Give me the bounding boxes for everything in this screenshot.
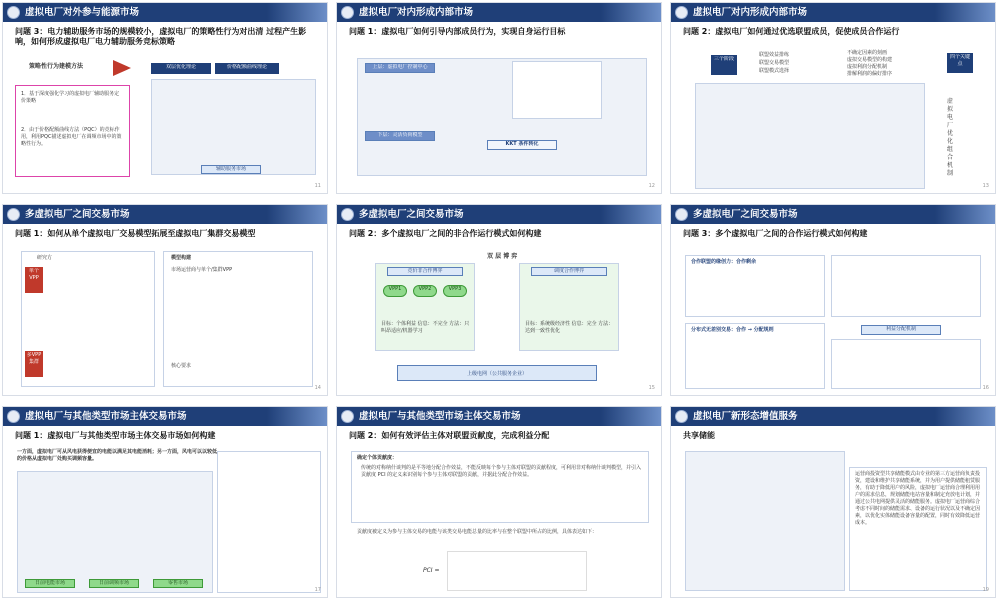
slide-header	[3, 407, 327, 426]
slide-7[interactable]	[2, 406, 328, 598]
university-logo-icon	[341, 410, 354, 423]
slide-9[interactable]	[670, 406, 996, 598]
slide-8[interactable]	[336, 406, 662, 598]
page-number: 19	[982, 587, 989, 593]
header-stripe	[267, 205, 327, 224]
model-label: 模型构建	[171, 255, 192, 261]
stage-1: 联盟效益排练	[759, 52, 790, 58]
page-number: 15	[648, 385, 655, 391]
contribution-paragraph: 传统的对称纳什谈判的是平等地分配合作效益，不能反映每个参与主体对联盟的贡献程度，可利用非对称纳什谈判模型，并引入贡献度 PCI 的定义来识别每个参与主体对联盟的贡献，并据此分配合作效益。	[361, 465, 642, 478]
storage-paragraph: 运营商投资型共享储能模式由专业的第三方运营商负责投资，建设和维护共享储能系统，并为用户提供储能租赁服务，有助于降低用户的风险，虚拟电厂运营商合理利用用户的需求信息，规划储能电站容量和制定充放电计划，并通过公共电网提供灵活的储能服务。虚拟电厂运营商综合考虑不同时间的储能需求、设备的运行状况以及不确定因素，以优化实体储能设备容量的配置，同时有效降低运营成本。	[855, 471, 981, 526]
upper-formula-panel	[512, 61, 602, 119]
vpp3-node: VPP3	[443, 285, 467, 297]
slide-header	[337, 205, 661, 224]
university-logo-icon	[7, 6, 20, 19]
slide-title: 虚拟电厂新形态增值服务	[693, 411, 798, 422]
profit-rule-label: 利益分配机制	[861, 325, 941, 335]
point-1: 1．基于深度强化学习的虚拟电厂辅助服务定价策略	[21, 91, 120, 104]
slide-2[interactable]	[336, 2, 662, 194]
market-flow-diagram	[17, 471, 213, 593]
slide-title: 虚拟电厂对外参与能源市场	[25, 7, 140, 18]
upper-layer-box: 上层：虚拟电厂控制中心	[365, 63, 435, 73]
key-3: 虚拟利润分配机制	[847, 64, 888, 70]
slide-3[interactable]	[670, 2, 996, 194]
university-logo-icon	[675, 6, 688, 19]
model-item-2: 核心要求	[171, 363, 192, 369]
slide-question: 问题 1：虚拟电厂与其他类型市场主体交易市场如何构建	[15, 431, 216, 440]
university-logo-icon	[675, 410, 688, 423]
slide-title: 虚拟电厂与其他类型市场主体交易市场	[25, 411, 187, 422]
page-number: 16	[982, 385, 989, 391]
left-game-title: 竞价非合作博弈	[387, 267, 463, 276]
slide-4[interactable]	[2, 204, 328, 396]
slide-header	[337, 3, 661, 22]
slide-title: 虚拟电厂与其他类型市场主体交易市场	[359, 411, 521, 422]
slide-header	[671, 205, 995, 224]
slide-question: 问题 1：虚拟电厂如何引导内部成员行为，实现自身运行目标	[349, 27, 566, 36]
key-1: 不确定因素的刻画	[847, 50, 888, 56]
slide-question: 问题 3：电力辅助服务市场的规模较小，虚拟电厂的策略性行为对出清 过程产生影响，如何形成虚拟电厂电力辅助服务竞标策略	[15, 27, 307, 46]
market-label: 辅助服务市场	[201, 165, 261, 174]
slide-question: 问题 1：如何从单个虚拟电厂交易模型拓展至虚拟电厂集群交易模型	[15, 229, 256, 238]
university-logo-icon	[7, 410, 20, 423]
vpp1-node: VPP1	[383, 285, 407, 297]
key-2: 虚拟交易模型的构建	[847, 57, 893, 63]
lower-layer-box: 下层：灵活负荷模型	[365, 131, 435, 141]
slide-title: 多虚拟电厂之间交易市场	[25, 209, 130, 220]
four-keys-label: 四个关键点	[947, 53, 973, 73]
game-label: 双 层 博 弈	[487, 253, 518, 260]
definition-paragraph: 贡献度被定义为参与主体交易的电能与该类交易电能总量的比率与在整个联盟中所占的比例，具体表达如下：	[357, 529, 598, 535]
point-2: 2．由于价格配额曲线方法（PQC）的竞标作用，利用PQC描述虚拟电厂在调频市场中的策略性行为。	[21, 127, 122, 147]
market-node-2: 日前调频市场	[89, 579, 139, 588]
slide-question: 问题 3：多个虚拟电厂之间的合作运行模式如何构建	[683, 229, 868, 238]
upper-lower-diagram	[357, 58, 647, 176]
right-game-text: 目标：系统级经济性 信息：完全 方法：达到一致性优化	[525, 321, 614, 334]
research-label: 研究方	[37, 255, 53, 261]
formula-box	[447, 551, 587, 591]
slide-header	[671, 3, 995, 22]
university-logo-icon	[675, 208, 688, 221]
three-stages-label: 三个阶段	[711, 55, 737, 75]
header-stripe	[601, 407, 661, 426]
slide-header	[671, 407, 995, 426]
header-stripe	[935, 3, 995, 22]
mechanism-diagram	[695, 83, 925, 189]
page-number: 12	[648, 183, 655, 189]
page-number: 11	[314, 183, 321, 189]
university-logo-icon	[7, 208, 20, 221]
single-vpp-box: 单个VPP	[25, 267, 43, 293]
steps-panel	[217, 451, 321, 593]
slide-question: 问题 2：多个虚拟电厂之间的非合作运行模式如何构建	[349, 229, 542, 238]
coalition-chart	[831, 255, 981, 317]
left-game-text: 目标：个体利益 信息：不完全 方法：只叫昂适应/机器学习	[381, 321, 470, 334]
coalition-label: 合作联盟的缘创力：合作剩余	[691, 259, 757, 265]
university-logo-icon	[341, 208, 354, 221]
page-number: 13	[982, 183, 989, 189]
storage-diagram	[685, 451, 845, 591]
vpp2-node: VPP2	[413, 285, 437, 297]
stage-2: 联盟交易模型	[759, 60, 790, 66]
slide-title: 多虚拟电厂之间交易市场	[693, 209, 798, 220]
slide-question: 问题 2：如何有效评估主体对联盟贡献度，完成利益分配	[349, 431, 550, 440]
slide-5[interactable]	[336, 204, 662, 396]
header-stripe	[935, 407, 995, 426]
slide-title: 多虚拟电厂之间交易市场	[359, 209, 464, 220]
twolevel-label: 双层优化理论	[151, 63, 211, 74]
slide-subtitle: 共享储能	[683, 431, 715, 440]
header-stripe	[601, 3, 661, 22]
slide-header	[3, 3, 327, 22]
header-stripe	[935, 205, 995, 224]
left-game-panel	[375, 263, 475, 351]
model-item-1: 市场运营商与单个/集群VPP	[171, 267, 233, 273]
stage-3: 联盟模式选择	[759, 68, 790, 74]
formula-label: PCI =	[423, 567, 440, 574]
slide-header	[337, 407, 661, 426]
upper-grid-box: 上级电网（公共服务企业）	[397, 365, 597, 381]
slide-question: 问题 2：虚拟电厂如何通过优选联盟成员，促使成员合作运行	[683, 27, 900, 36]
slide-6[interactable]	[670, 204, 996, 396]
right-arrow-icon	[113, 60, 131, 76]
slide-header	[3, 205, 327, 224]
slide-title: 虚拟电厂对内形成内部市场	[359, 7, 474, 18]
page-number: 17	[314, 587, 321, 593]
side-label: 虚拟电厂优化组合机制	[947, 98, 954, 177]
bullet-label: 确定个体贡献度：	[357, 455, 398, 461]
description-text: 一方面，虚拟电厂可从风电获得便宜的电能以满足其电能消耗；另一方面，风电可以以较低的价格从虚拟电厂处购买调频容量。	[17, 449, 218, 462]
right-game-panel	[519, 263, 619, 351]
header-stripe	[267, 3, 327, 22]
multi-vpp-box: 多VPP集群	[25, 351, 43, 377]
slide-1[interactable]	[2, 2, 328, 194]
price-label: 价格配额曲线理论	[215, 63, 279, 74]
slide-title: 虚拟电厂对内形成内部市场	[693, 7, 808, 18]
market-diagram	[151, 79, 316, 175]
header-stripe	[267, 407, 327, 426]
key-4: 排解利润的偏好排序	[847, 71, 893, 77]
university-logo-icon	[341, 6, 354, 19]
header-stripe	[601, 205, 661, 224]
strategy-label: 策略性行为建模方法	[29, 63, 84, 70]
profit-panel	[831, 339, 981, 389]
market-node-3: 零售市场	[153, 579, 203, 588]
market-node-1: 日前电能市场	[25, 579, 75, 588]
cooperative-label: 分布式无差别交易：合作 → 分配规则	[691, 327, 774, 333]
right-game-title: 调度合作博弈	[531, 267, 607, 276]
page-number: 14	[314, 385, 321, 391]
kkt-box: KKT 条件转化	[487, 140, 557, 150]
